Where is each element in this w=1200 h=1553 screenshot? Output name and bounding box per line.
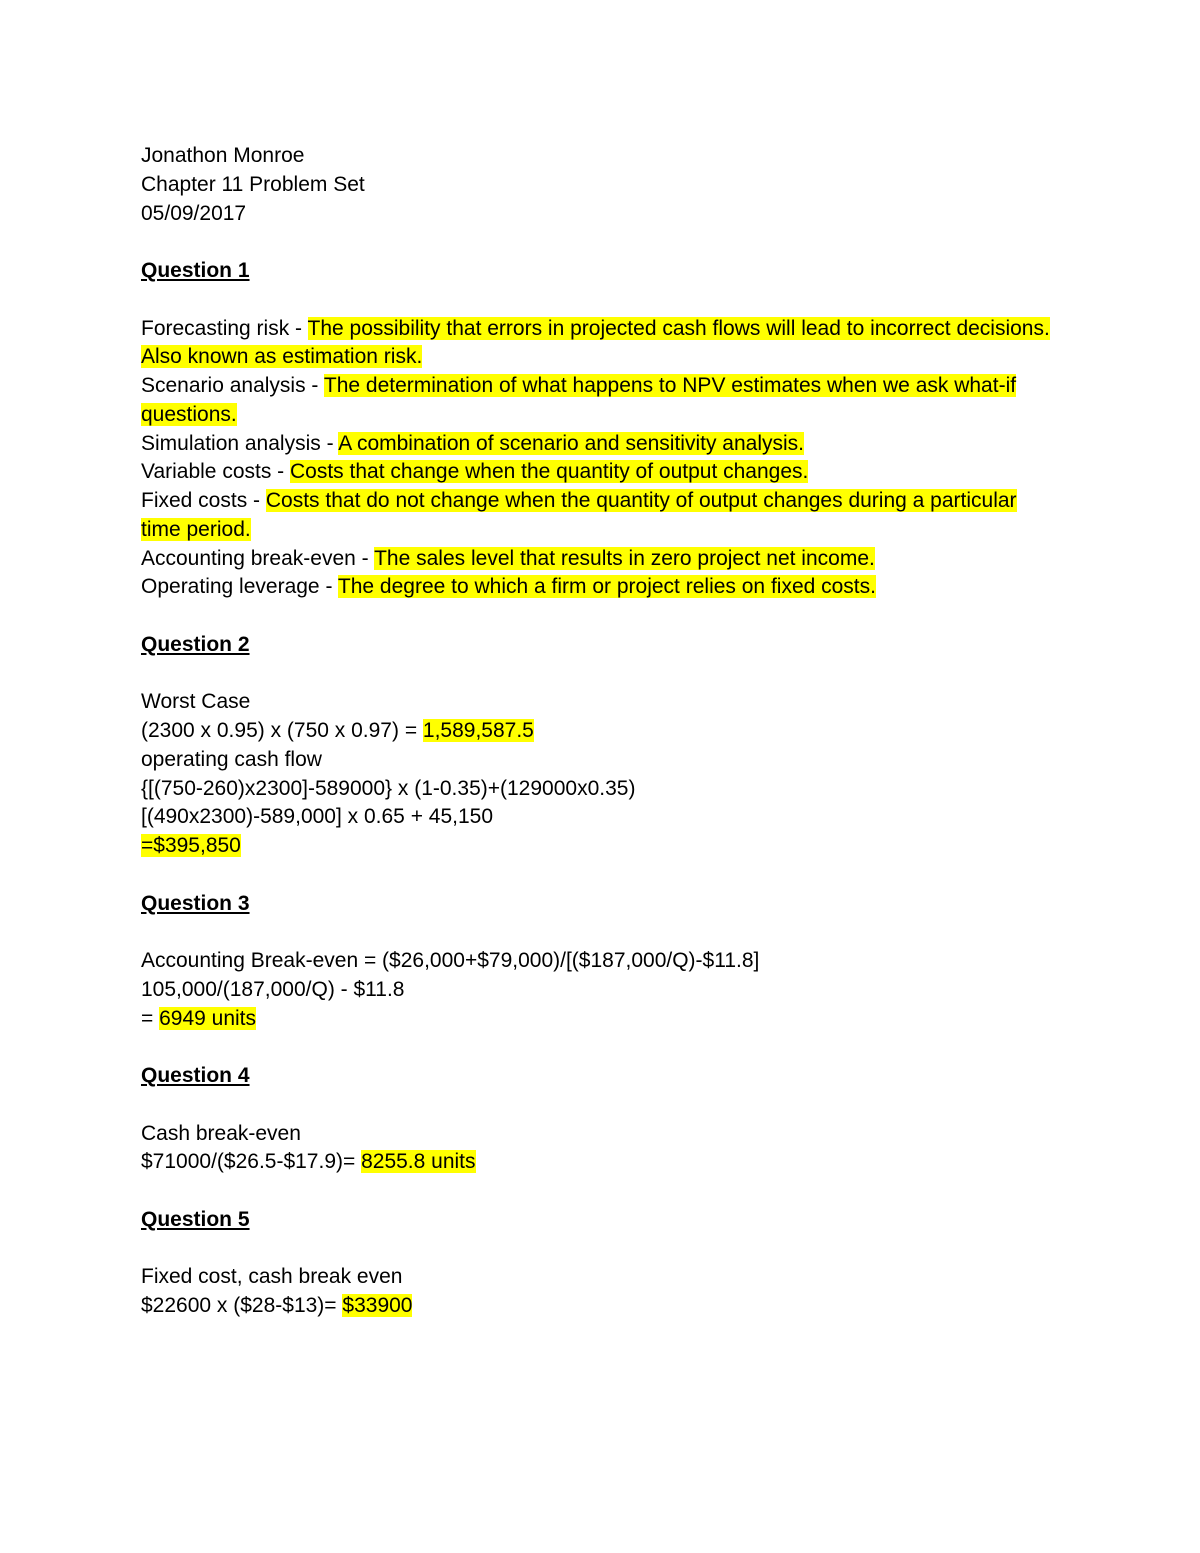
worst-case-label: Worst Case xyxy=(141,690,251,714)
term-definition: A combination of scenario and sensitivity analysis. xyxy=(338,431,805,455)
ocf-formula-line-2: [(490x2300)-589,000] x 0.65 + 45,150 xyxy=(141,805,494,829)
document-date: 05/09/2017 xyxy=(141,201,247,225)
term-label: Operating leverage - xyxy=(141,575,338,599)
result-prefix: = xyxy=(141,1006,160,1030)
term-definition: Costs that change when the quantity of output changes. xyxy=(290,460,809,484)
term-forecasting-risk xyxy=(141,315,1061,373)
term-simulation-analysis xyxy=(141,430,1061,459)
term-operating-leverage xyxy=(141,573,1061,602)
question-5-heading: Question 5 xyxy=(141,1207,250,1231)
term-fixed-costs xyxy=(141,487,1061,545)
term-variable-costs xyxy=(141,458,1061,487)
term-definition: The sales level that results in zero project net income. xyxy=(374,546,875,570)
accounting-break-even-result: 6949 units xyxy=(159,1006,257,1030)
term-label: Simulation analysis - xyxy=(141,431,339,455)
cash-break-even-result: 8255.8 units xyxy=(361,1150,476,1174)
accounting-break-even-result-line xyxy=(141,1005,1061,1034)
ocf-label: operating cash flow xyxy=(141,747,322,771)
term-label: Forecasting risk - xyxy=(141,316,308,340)
ocf-formula-line-1: {[(750-260)x2300]-589000} x (1-0.35)+(129000x0.35) xyxy=(141,776,636,800)
term-label: Variable costs - xyxy=(141,460,290,484)
calculation-result: 1,589,587.5 xyxy=(422,719,534,742)
question-2-heading: Question 2 xyxy=(141,632,250,656)
ocf-result: =$395,850 xyxy=(141,834,241,857)
document-body xyxy=(141,142,1061,1321)
document-title: Chapter 11 Problem Set xyxy=(141,172,365,196)
term-label: Accounting break-even - xyxy=(141,546,375,570)
cash-break-even-label: Cash break-even xyxy=(141,1121,301,1145)
term-definition: The degree to which a firm or project relies on fixed costs. xyxy=(337,575,876,599)
term-definition: Costs that do not change when the quantity of output changes during a particular time period. xyxy=(141,489,1017,541)
accounting-break-even-formula: Accounting Break-even = ($26,000+$79,000)/[($187,000/Q)-$11.8] xyxy=(141,949,760,972)
term-label: Scenario analysis - xyxy=(141,374,324,397)
ocf-result-line xyxy=(141,832,1061,861)
worst-case-calculation xyxy=(141,717,1061,746)
term-accounting-break-even xyxy=(141,545,1061,574)
calculation-expression: (2300 x 0.95) x (750 x 0.97) = xyxy=(141,719,423,742)
fixed-cost-calculation xyxy=(141,1292,1061,1321)
calculation-expression: $22600 x ($28-$13)= xyxy=(141,1294,343,1317)
term-definition: The possibility that errors in projected cash flows will lead to incorrect decisions. Also known as estimation risk. xyxy=(141,316,1050,369)
cash-break-even-calculation xyxy=(141,1148,1061,1177)
term-label: Fixed costs - xyxy=(141,489,266,512)
term-definition: The determination of what happens to NPV estimates when we ask what-if questions. xyxy=(141,374,1017,426)
calculation-expression: $71000/($26.5-$17.9)= xyxy=(141,1150,362,1174)
fixed-cost-label: Fixed cost, cash break even xyxy=(141,1265,403,1289)
term-scenario-analysis xyxy=(141,372,1061,430)
question-1-heading: Question 1 xyxy=(141,259,250,282)
accounting-break-even-step: 105,000/(187,000/Q) - $11.8 xyxy=(141,977,405,1001)
question-3-heading: Question 3 xyxy=(141,891,250,915)
fixed-cost-result: $33900 xyxy=(342,1294,413,1317)
question-4-heading: Question 4 xyxy=(141,1064,250,1087)
author-name: Jonathon Monroe xyxy=(141,144,305,167)
